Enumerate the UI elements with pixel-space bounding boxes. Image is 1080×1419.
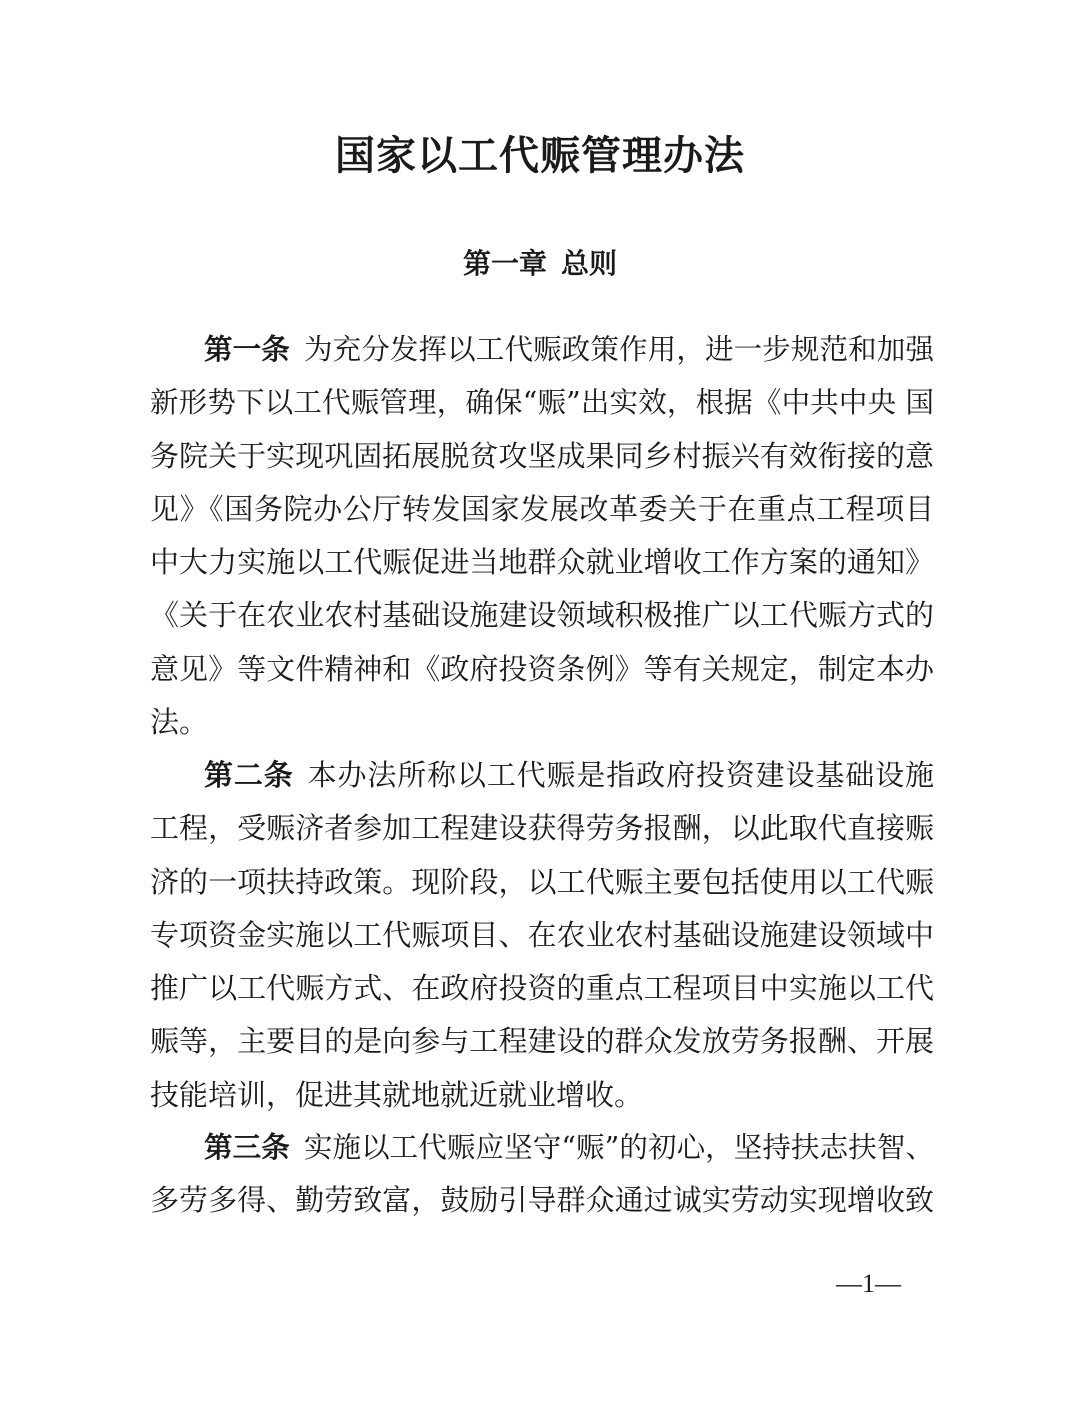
article-2 [150,749,934,1122]
article-text: 本办法所称以工代赈是指政府投资建设基础设施 [307,758,934,792]
chapter-heading [0,240,1080,288]
article-1 [150,323,934,749]
article-line: 济的一项扶持政策。现阶段，以工代赈主要包括使用以工代赈 [150,864,934,899]
article-line [204,749,934,802]
article-line [204,323,934,376]
chapter-label: 第一章 [462,247,547,280]
article-line: 赈等，主要目的是向参与工程建设的群众发放劳务报酬、开展 [150,1024,934,1059]
document-title: 国家以工代赈管理办法 [335,132,745,179]
article-line: 多劳多得、勤劳致富，鼓励引导群众通过诚实劳动实现增收致 [150,1183,934,1218]
article-line: 专项资金实施以工代赈项目、在农业农村基础设施建设领域中 [150,917,934,952]
article-line: 《关于在农业农村基础设施建设领域积极推广以工代赈方式的 [150,598,934,633]
article-line: 务院关于实现巩固拓展脱贫攻坚成果同乡村振兴有效衔接的意 [150,438,934,473]
article-line: 推广以工代赈方式、在政府投资的重点工程项目中实施以工代 [150,971,934,1006]
article-line: 新形势下以工代赈管理，确保“赈”出实效，根据《中共中央 国 [150,386,934,420]
article-line: 工程，受赈济者参加工程建设获得劳务报酬，以此取代直接赈 [150,811,934,846]
chapter-name: 总则 [561,247,618,280]
article-heading: 第三条 [204,1131,290,1164]
article-3 [150,1121,934,1228]
article-line: 中大力实施以工代赈促进当地群众就业增收工作方案的通知》 [150,545,934,580]
article-text: 实施以工代赈应坚守“赈”的初心，坚持扶志扶智、 [303,1131,934,1164]
article-line: 技能培训，促进其就地就近就业增收。 [150,1077,644,1112]
article-text: 为充分发挥以工代赈政策作用，进一步规范和加强 [303,333,934,366]
article-line: 见》《国务院办公厅转发国家发展改革委关于在重点工程项目 [150,491,934,526]
article-line: 法。 [150,705,209,740]
article-line [204,1121,934,1174]
article-heading: 第二条 [204,758,294,792]
article-heading: 第一条 [204,333,290,366]
article-line: 意见》等文件精神和《政府投资条例》等有关规定，制定本办 [150,651,934,686]
page-number: —1— [836,1269,901,1298]
